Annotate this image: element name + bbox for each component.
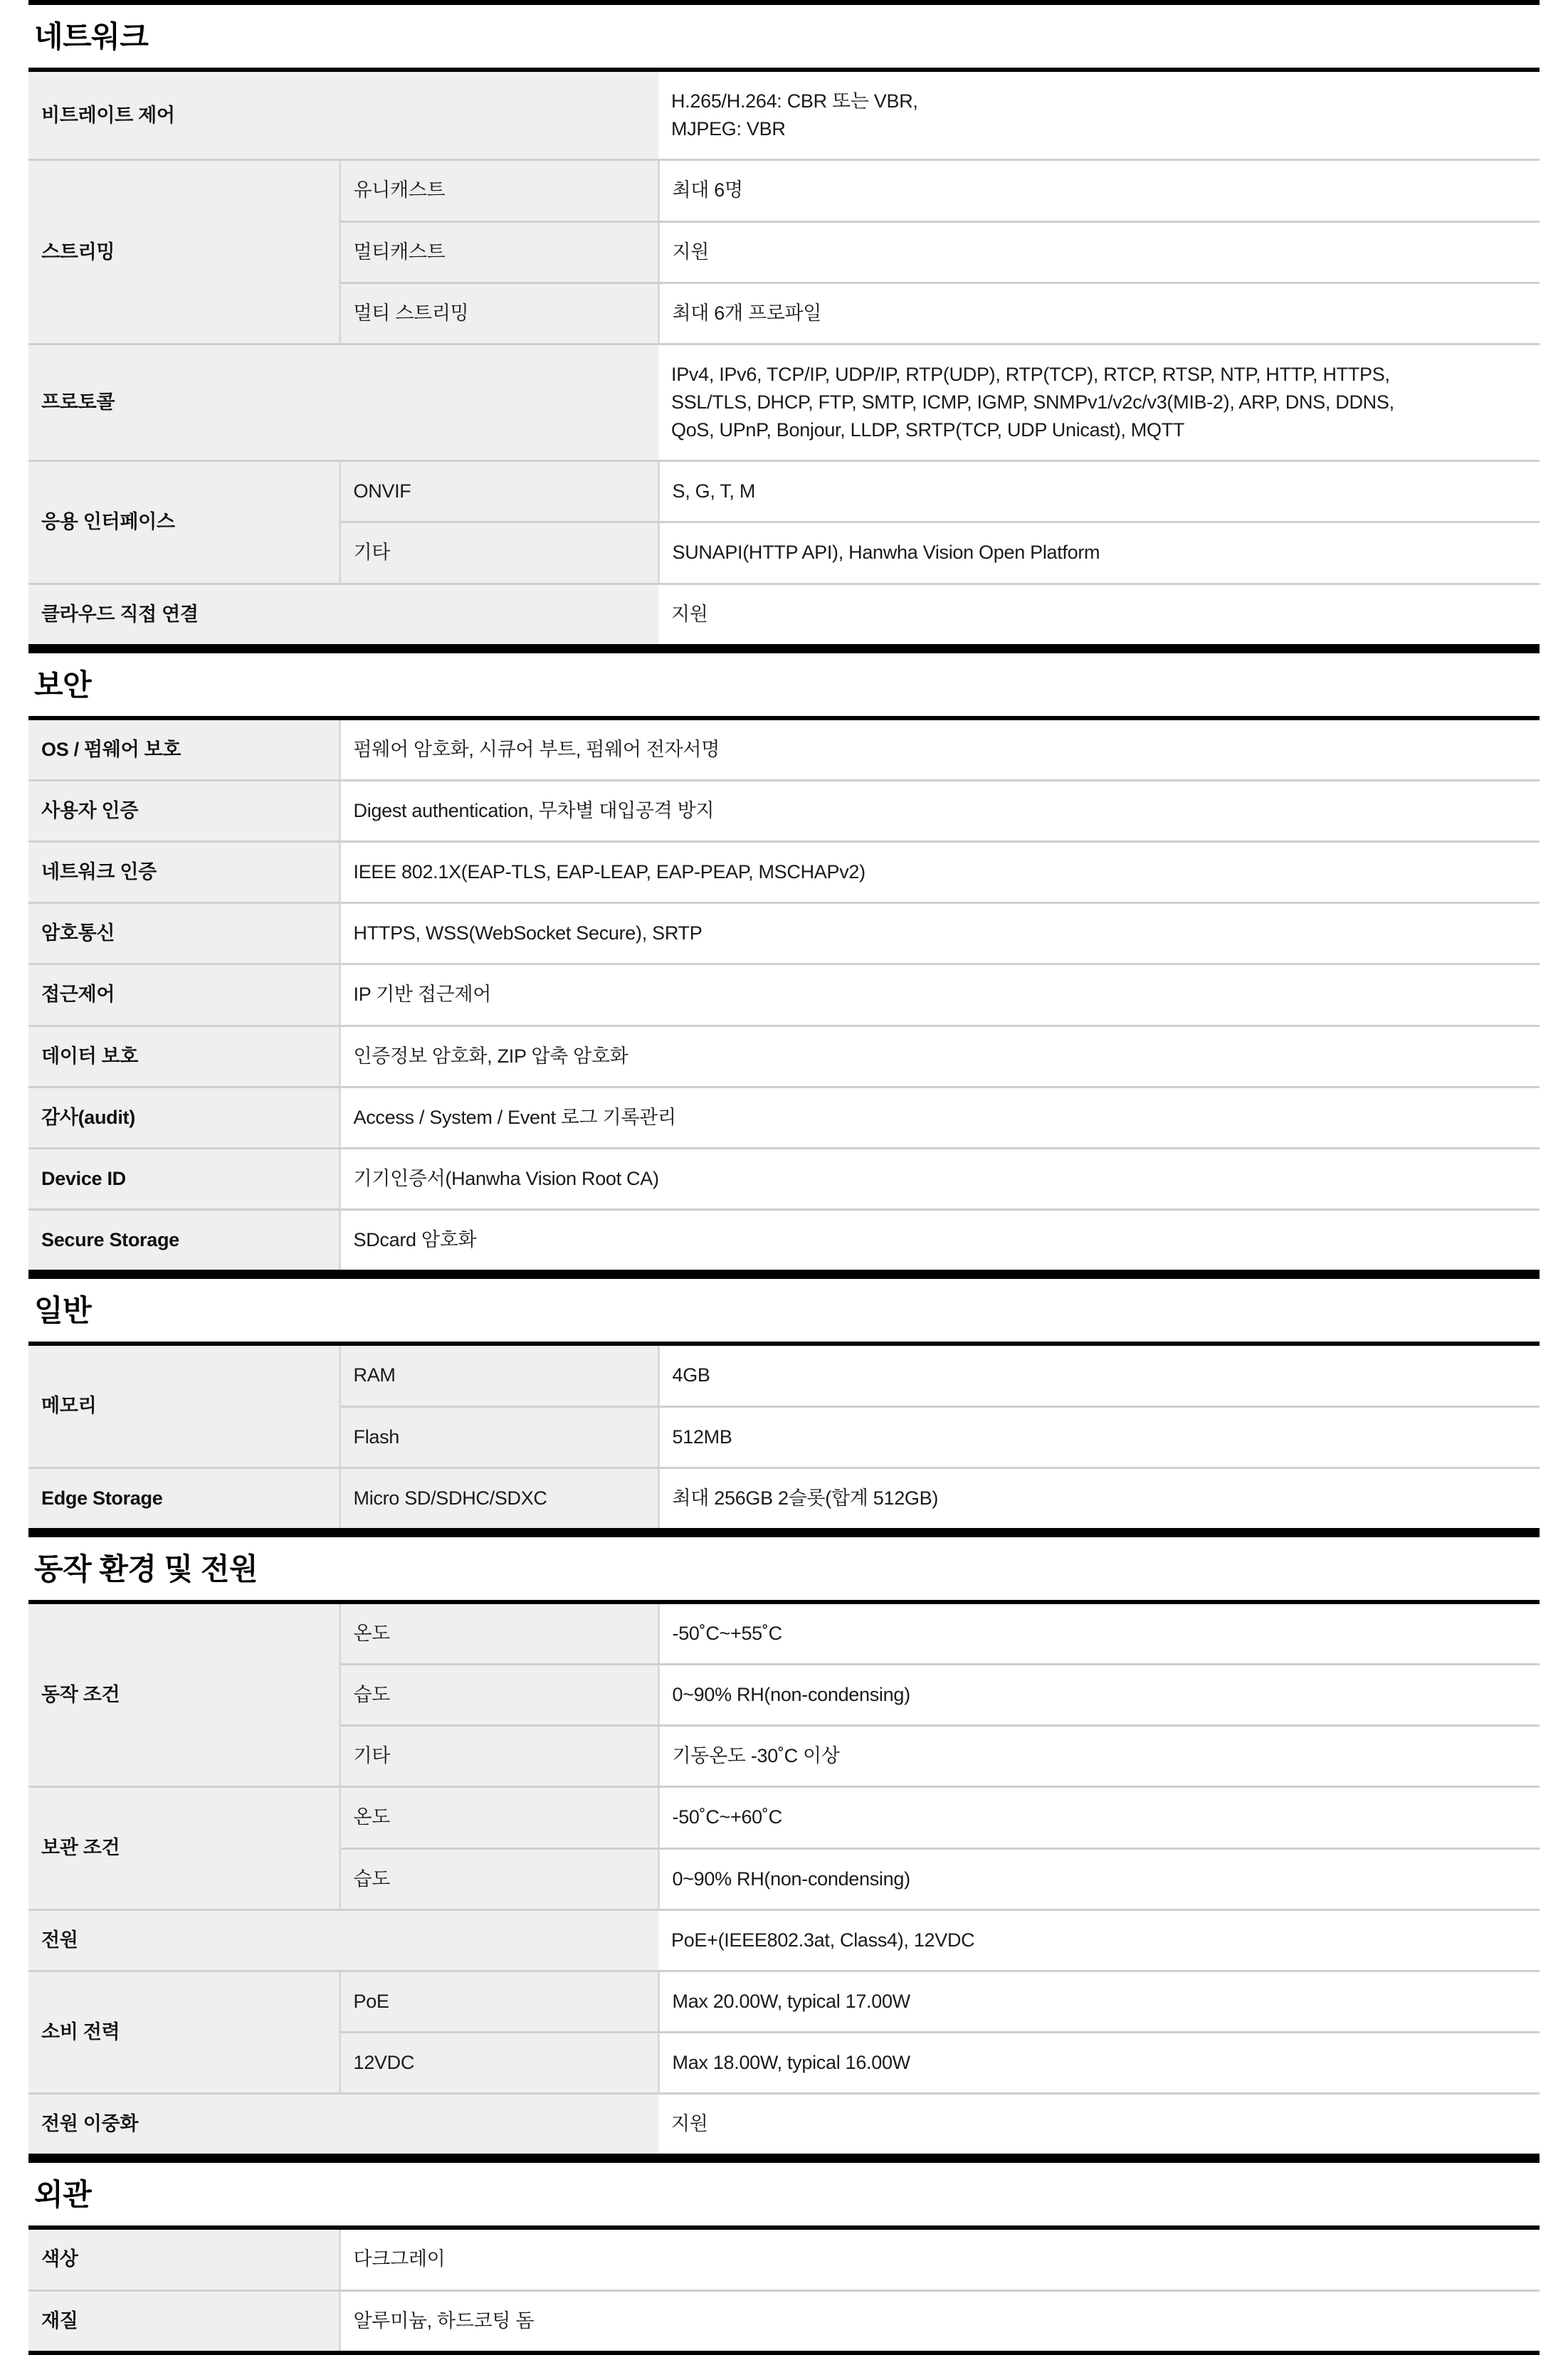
spec-row-value <box>658 2094 1540 2156</box>
section-title: 보안 <box>34 668 92 702</box>
spec-value-line: 알루미늄, 하드코팅 돔 <box>353 2309 535 2332</box>
spec-row-value <box>658 1602 1540 1665</box>
spec-value-line: 4GB <box>672 1364 710 1386</box>
spec-row-label: 암호통신 <box>28 903 340 964</box>
spec-row <box>28 1602 1540 1665</box>
spec-row <box>28 781 1540 842</box>
spec-row <box>28 1468 1540 1530</box>
spec-row-value <box>340 718 1540 781</box>
spec-value-line: IP 기반 접근제어 <box>353 984 492 1006</box>
spec-row-value <box>340 1148 1540 1209</box>
spec-row <box>28 1210 1540 1273</box>
spec-value-line: SDcard 암호화 <box>353 1229 477 1251</box>
spec-value-line: IPv4, IPv6, TCP/IP, UDP/IP, RTP(UDP), RTP(TCP), RTCP, RTSP, NTP, HTTP, HTTPS, <box>671 363 1390 385</box>
spec-value-line: 0~90% RH(non-condensing) <box>672 1867 910 1890</box>
spec-row-label: OS / 펌웨어 보호 <box>28 718 340 781</box>
spec-row-value <box>658 160 1540 221</box>
spec-row-value <box>340 903 1540 964</box>
spec-row-value <box>658 1344 1540 1406</box>
spec-row-label: 메모리 <box>28 1344 340 1468</box>
spec-row-value <box>658 1971 1540 2032</box>
spec-table <box>28 2225 1540 2354</box>
spec-row <box>28 964 1540 1026</box>
spec-row-value <box>658 70 1540 160</box>
spec-value-line: Access / System / Event 로그 기록관리 <box>353 1106 676 1128</box>
spec-row-value <box>658 221 1540 283</box>
spec-row <box>28 1971 1540 2032</box>
spec-row <box>28 461 1540 522</box>
spec-row <box>28 718 1540 781</box>
spec-table <box>28 716 1540 1274</box>
spec-section-network <box>28 0 1540 648</box>
section-title: 동작 환경 및 전원 <box>34 1551 258 1586</box>
spec-row-value <box>658 1848 1540 1909</box>
spec-value-line: HTTPS, WSS(WebSocket Secure), SRTP <box>353 922 703 944</box>
spec-row <box>28 2290 1540 2353</box>
spec-row-value <box>658 461 1540 522</box>
section-top-rule <box>28 1274 1540 1279</box>
spec-row-subcategory: ONVIF <box>340 461 658 522</box>
spec-value-line: 지원 <box>672 241 710 263</box>
section-top-rule <box>28 0 1540 5</box>
spec-row-value <box>340 1026 1540 1087</box>
spec-row-label: Secure Storage <box>28 1210 340 1273</box>
spec-value-line: 최대 256GB 2슬롯(합계 512GB) <box>672 1487 939 1509</box>
spec-value-line: SUNAPI(HTTP API), Hanwha Vision Open Platform <box>672 542 1100 564</box>
spec-row-value <box>658 1468 1540 1530</box>
spec-row-value <box>658 1726 1540 1787</box>
spec-row-subcategory: 유니캐스트 <box>340 160 658 221</box>
spec-value-line: S, G, T, M <box>672 480 756 502</box>
spec-row <box>28 1026 1540 1087</box>
spec-row <box>28 1909 1540 1971</box>
spec-row <box>28 842 1540 903</box>
spec-sections-root <box>28 0 1540 2355</box>
spec-row-subcategory: Flash <box>340 1406 658 1468</box>
spec-row-label: 스트리밍 <box>28 160 340 344</box>
spec-row-subcategory: 습도 <box>340 1848 658 1909</box>
spec-row <box>28 2094 1540 2156</box>
spec-row <box>28 584 1540 646</box>
spec-value-line: 인증정보 암호화, ZIP 압축 암호화 <box>353 1045 628 1067</box>
section-top-rule <box>28 2158 1540 2163</box>
spec-row <box>28 2228 1540 2290</box>
spec-row-label: 감사(audit) <box>28 1087 340 1148</box>
spec-row-value <box>658 1787 1540 1848</box>
spec-value-line: 기기인증서(Hanwha Vision Root CA) <box>353 1167 659 1189</box>
spec-row-label: 응용 인터페이스 <box>28 461 340 584</box>
spec-row-value <box>340 781 1540 842</box>
spec-row-label: 재질 <box>28 2290 340 2353</box>
spec-value-line: 지원 <box>671 603 708 625</box>
spec-value-line: QoS, UPnP, Bonjour, LLDP, SRTP(TCP, UDP Unicast), MQTT <box>671 419 1185 441</box>
spec-value-line: PoE+(IEEE802.3at, Class4), 12VDC <box>671 1929 975 1951</box>
spec-row-subcategory: 온도 <box>340 1602 658 1665</box>
spec-row-subcategory: 멀티 스트리밍 <box>340 283 658 344</box>
spec-row-value <box>340 964 1540 1026</box>
spec-row-label: Device ID <box>28 1148 340 1209</box>
spec-row-label: 네트워크 인증 <box>28 842 340 903</box>
spec-row <box>28 903 1540 964</box>
spec-row-subcategory: PoE <box>340 1971 658 2032</box>
spec-value-line: Max 18.00W, typical 16.00W <box>672 2051 910 2073</box>
spec-value-line: 최대 6명 <box>672 179 743 201</box>
spec-row-label: Edge Storage <box>28 1468 340 1530</box>
spec-row <box>28 1148 1540 1209</box>
spec-row-value <box>340 842 1540 903</box>
spec-value-line: 지원 <box>671 2113 708 2135</box>
spec-section-environment <box>28 1532 1540 2158</box>
spec-row-value <box>658 2032 1540 2093</box>
section-title: 외관 <box>34 2178 92 2212</box>
spec-row-value <box>658 1665 1540 1726</box>
spec-value-line: MJPEG: VBR <box>671 118 786 140</box>
section-title: 일반 <box>34 1294 92 1328</box>
spec-value-line: 512MB <box>672 1426 732 1448</box>
spec-row-label: 데이터 보호 <box>28 1026 340 1087</box>
spec-row-value <box>658 283 1540 344</box>
spec-row-value <box>658 1909 1540 1971</box>
spec-row-subcategory: 습도 <box>340 1665 658 1726</box>
spec-section-security <box>28 648 1540 1274</box>
spec-row-value <box>340 2228 1540 2290</box>
spec-row-label: 접근제어 <box>28 964 340 1026</box>
spec-row <box>28 1087 1540 1148</box>
spec-value-line: 다크그레이 <box>353 2248 446 2270</box>
spec-row-label: 사용자 인증 <box>28 781 340 842</box>
spec-value-line: Max 20.00W, typical 17.00W <box>672 1990 910 2012</box>
spec-row-subcategory: Micro SD/SDHC/SDXC <box>340 1468 658 1530</box>
spec-row-label: 프로토콜 <box>28 344 658 460</box>
spec-row-value <box>658 1406 1540 1468</box>
spec-value-line: 펌웨어 암호화, 시큐어 부트, 펌웨어 전자서명 <box>353 738 720 760</box>
spec-row-label: 비트레이트 제어 <box>28 70 658 160</box>
section-title: 네트워크 <box>34 20 149 53</box>
spec-value-line: 0~90% RH(non-condensing) <box>672 1684 910 1706</box>
spec-value-line: 기동온도 -30˚C 이상 <box>672 1745 840 1767</box>
spec-row-label: 전원 이중화 <box>28 2094 658 2156</box>
spec-row-label: 클라우드 직접 연결 <box>28 584 658 646</box>
spec-row-label: 동작 조건 <box>28 1602 340 1787</box>
spec-value-line: 최대 6개 프로파일 <box>672 302 822 324</box>
spec-table <box>28 1600 1540 2158</box>
spec-row-label: 전원 <box>28 1909 658 1971</box>
section-top-rule <box>28 1532 1540 1537</box>
spec-value-line: IEEE 802.1X(EAP-TLS, EAP-LEAP, EAP-PEAP, MSCHAPv2) <box>353 861 865 883</box>
spec-table <box>28 68 1540 648</box>
spec-row <box>28 1787 1540 1848</box>
section-top-rule <box>28 648 1540 653</box>
spec-row <box>28 160 1540 221</box>
spec-row-subcategory: 기타 <box>340 1726 658 1787</box>
spec-row-value <box>340 2290 1540 2353</box>
spec-value-line: SSL/TLS, DHCP, FTP, SMTP, ICMP, IGMP, SNMPv1/v2c/v3(MIB-2), ARP, DNS, DDNS, <box>671 391 1394 413</box>
spec-row-value <box>340 1087 1540 1148</box>
spec-row-value <box>658 522 1540 584</box>
spec-section-appearance <box>28 2158 1540 2354</box>
spec-row-value <box>658 584 1540 646</box>
spec-row-label: 소비 전력 <box>28 1971 340 2093</box>
spec-row <box>28 70 1540 160</box>
spec-row <box>28 344 1540 460</box>
spec-table <box>28 1342 1540 1532</box>
spec-row <box>28 1344 1540 1406</box>
spec-row-label: 색상 <box>28 2228 340 2290</box>
spec-row-subcategory: 멀티캐스트 <box>340 221 658 283</box>
spec-row-subcategory: 기타 <box>340 522 658 584</box>
spec-value-line: -50˚C~+60˚C <box>672 1806 782 1828</box>
spec-row-subcategory: 온도 <box>340 1787 658 1848</box>
spec-row-value <box>340 1210 1540 1273</box>
spec-row-value <box>658 344 1540 460</box>
spec-value-line: H.265/H.264: CBR 또는 VBR, <box>671 90 918 112</box>
spec-row-label: 보관 조건 <box>28 1787 340 1909</box>
spec-row-subcategory: RAM <box>340 1344 658 1406</box>
spec-row-subcategory: 12VDC <box>340 2032 658 2093</box>
spec-value-line: Digest authentication, 무차별 대입공격 방지 <box>353 800 715 822</box>
spec-value-line: -50˚C~+55˚C <box>672 1622 782 1644</box>
spec-section-general <box>28 1274 1540 1532</box>
